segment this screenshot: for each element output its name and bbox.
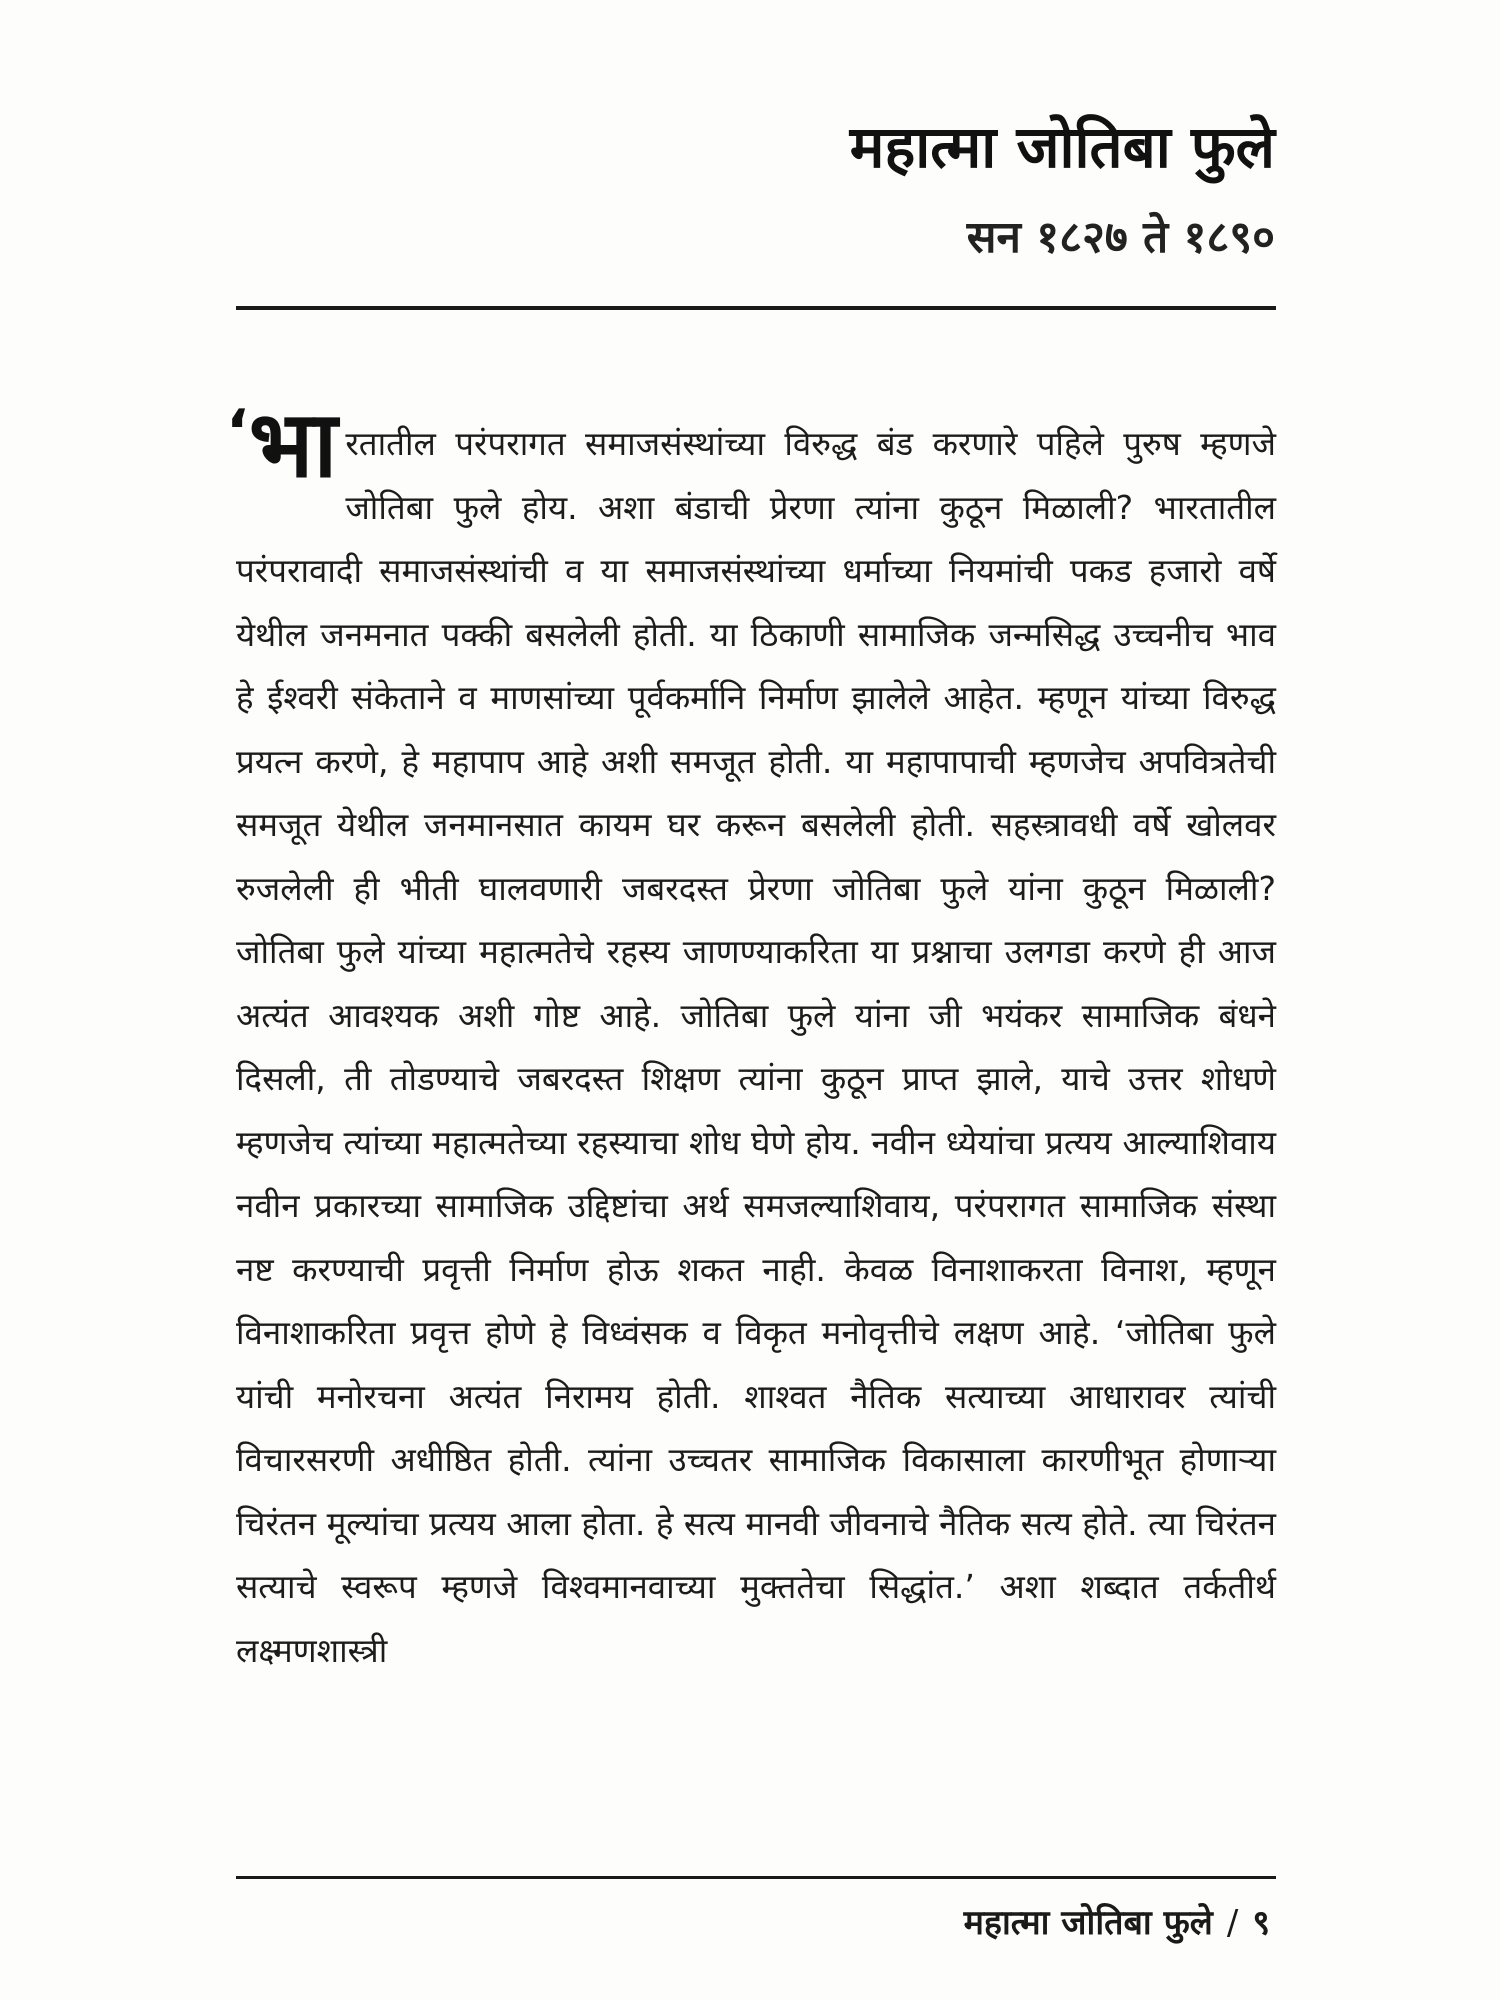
running-title: महात्मा जोतिबा फुले <box>963 1903 1213 1943</box>
page-footer <box>964 1898 1270 1944</box>
header-divider <box>236 306 1276 310</box>
chapter-title: महात्मा जोतिबा फुले <box>849 113 1275 181</box>
footer-separator: / <box>1226 1903 1239 1943</box>
body-paragraph <box>226 391 1276 1682</box>
drop-cap-quote: ‘ <box>226 397 249 467</box>
chapter-dates: सन १८२७ ते १८९० <box>966 212 1275 263</box>
footer-divider <box>236 1876 1276 1879</box>
drop-cap <box>226 391 338 520</box>
page-number: ९ <box>1252 1903 1270 1943</box>
drop-cap-letter: भा <box>248 391 338 498</box>
body-text: रतातील परंपरागत समाजसंस्थांच्या विरुद्ध बंड करणारे पहिले पुरुष म्हणजे जोतिबा फुले होय. अशा बंडाची प्रेरणा त्यांना कुठून मिळाली? भारतातील परंपरावादी समाजसंस्थांची व या समाजसंस्थांच्या धर्माच्या नियमांची पकड हजारो वर्षे येथील जनमनात पक्की बसलेली होती. या ठिकाणी सामाजिक जन्मसिद्ध उच्चनीच भाव हे ईश्वरी संकेताने व माणसांच्या पूर्वकर्मानि निर्माण झालेले आहेत. म्हणून यांच्या विरुद्ध प्रयत्न करणे, हे महापाप आहे अशी समजूत होती. या महापापाची म्हणजेच अपवित्रतेची समजूत येथील जनमानसात कायम घर करून बसलेली होती. सहस्त्रावधी वर्षे खोलवर रुजलेली ही भीती घालवणारी जबरदस्त प्रेरणा जोतिबा फुले यांना कुठून मिळाली? जोतिबा फुले यांच्या महात्मतेचे रहस्य जाणण्याकरिता या प्रश्नाचा उलगडा करणे ही आज अत्यंत आवश्यक अशी गोष्ट आहे. जोतिबा फुले यांना जी भयंकर सामाजिक बंधने दिसली, ती तोडण्याचे जबरदस्त शिक्षण त्यांना कुठून प्राप्त झाले, याचे उत्तर शोधणे म्हणजेच त्यांच्या महात्मतेच्या रहस्याचा शोध घेणे होय. नवीन ध्येयांचा प्रत्यय आल्याशिवाय नवीन प्रकारच्या सामाजिक उद्दिष्टांचा अर्थ समजल्याशिवाय, परंपरागत सामाजिक संस्था नष्ट करण्याची प्रवृत्ती निर्माण होऊ शकत नाही. केवळ विनाशाकरता विनाश, म्हणून विनाशाकरिता प्रवृत्त होणे हे विध्वंसक व विकृत मनोवृत्तीचे लक्षण आहे. ‘जोतिबा फुले यांची मनोरचना अत्यंत निरामय होती. शाश्वत नैतिक सत्याच्या आधारावर त्यांची विचारसरणी अधीष्ठित होती. त्यांना उच्चतर सामाजिक विकासाला कारणीभूत होणाऱ्या चिरंतन मूल्यांचा प्रत्यय आला होता. हे सत्य मानवी जीवनाचे नैतिक सत्य होते. त्या चिरंतन सत्याचे स्वरूप म्हणजे विश्वमानवाच्या मुक्ततेचा सिद्धांत.’ अशा शब्दात तर्कतीर्थ लक्ष्मणशास्त्री <box>236 424 1276 1670</box>
